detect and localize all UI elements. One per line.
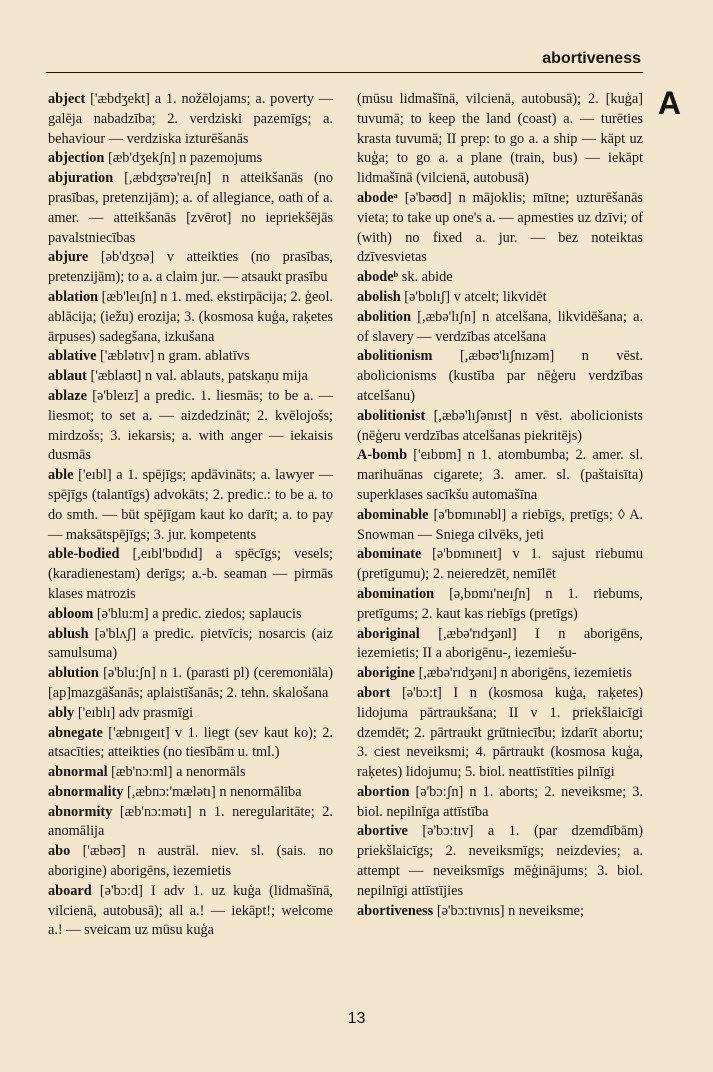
headword: abjuration xyxy=(48,170,114,187)
headword: abodeᵃ xyxy=(357,189,398,206)
dictionary-entry xyxy=(48,169,333,248)
definition: sk. abide xyxy=(401,269,453,286)
headword: abo xyxy=(48,843,71,860)
headword: ablaze xyxy=(48,387,87,404)
dictionary-entry xyxy=(48,803,333,843)
headword: abnormal xyxy=(48,764,108,781)
headword: abnormality xyxy=(48,783,124,800)
headword: abnegate xyxy=(48,724,103,741)
dictionary-entry xyxy=(357,90,643,189)
dictionary-entry xyxy=(357,506,643,546)
definition: [ə'bɔ:d] I adv 1. uz kuģa (lidmašīnā, vilcienā, autobusā); all a.! — iekāpt!; welcome a.! — sveicam uz mūsu kuģa xyxy=(48,882,334,939)
dictionary-entry xyxy=(48,545,333,604)
dictionary-entry xyxy=(357,268,643,288)
dictionary-entry xyxy=(357,902,643,922)
definition: ['æbdʒekt] a 1. nožēlojams; a. poverty — galēja nabadzība; 2. verdziski pazemīgs; a. behaviour — verdziska izturēšanās xyxy=(48,91,333,147)
dictionary-entry xyxy=(357,664,643,684)
definition: [,æbə'lıʃənıst] n vēst. abolicionists (nēģeru verdzības atcelšanas piekritējs) xyxy=(357,407,643,444)
page-number: 13 xyxy=(347,1010,366,1027)
headword: aboard xyxy=(48,882,92,899)
definition: [ə'blʌʃ] a predic. pietvīcis; nosarcis (aiz samulsuma) xyxy=(48,625,333,662)
definition: [,æbə'lıʃn] n atcelšana, likvidēšana; a. of slavery — verdzības atcelšana xyxy=(357,308,643,345)
right-column xyxy=(357,90,643,921)
definition: [,æbə'rıdʒənl] I n aborigēns, iezemietis; II a aborigēnu-, iezemiešu- xyxy=(357,625,644,662)
headword: abominate xyxy=(357,546,422,563)
headword: A-bomb xyxy=(357,447,408,464)
headword: aboriginal xyxy=(357,625,420,642)
definition: [æb'nɔ:ml] a nenormāls xyxy=(111,764,246,781)
dictionary-entry xyxy=(48,347,333,367)
definition: [ə'bɔ:tıvnıs] n neveiksme; xyxy=(436,902,584,919)
definition: ['æbəʊ] n austrāl. niev. sl. (sais. no aborigine) aborigēns, iezemietis xyxy=(48,843,333,880)
headword: abject xyxy=(48,91,86,107)
definition: [,eıbl'bɒdıd] a spēcīgs; vesels; (karadienestam) derīgs; a.-b. seaman — pirmās klases matrozis xyxy=(48,546,333,602)
headword: abomination xyxy=(357,585,435,602)
definition: [æb'leıʃn] n 1. med. ekstirpācija; 2. ģeol. ablācija; (iežu) erozija; 3. (kosmosa kuģa, raķetes ārpuses) sadegšana, izkušana xyxy=(48,288,333,345)
headword: ably xyxy=(48,704,75,721)
headword: abjection xyxy=(48,150,105,167)
guide-word: abortiveness xyxy=(542,50,641,67)
headword: abolitionism xyxy=(357,348,433,365)
definition: [,æbdʒʊə'reıʃn] n atteikšanās (no prasības, pretenzijām); a. of allegiance, oath of a. amer. — atteikšanās [zvērot] no iepriekšējās pavalstniecības xyxy=(48,170,334,246)
definition: ['æbnıgeıt] v 1. liegt (sev kaut ko); 2. atsacīties; atteikties (no tiesībām u. tml.) xyxy=(48,724,333,761)
headword: abolition xyxy=(357,308,412,325)
headword: aborigine xyxy=(357,665,415,682)
definition: [ə'bɔ:t] I n (kosmosa kuģa, raķetes) lidojuma pārtraukšana; II v 1. priekšlaicīgi dzemdēt; 2. pārtraukt grūtniecību; izdarīt abortu; 3. ciest neveiksmi; 4. pārtraukt (kosmosa kuģa, raķetes) lidojumu; 5. biol. neattīstīties pilnīgi xyxy=(357,684,643,781)
header-divider xyxy=(46,72,643,73)
dictionary-entry xyxy=(357,783,643,823)
dictionary-entry xyxy=(48,882,333,941)
definition: [,æbnɔ:'mælətı] n nenormālība xyxy=(127,783,302,800)
dictionary-entry xyxy=(357,347,643,406)
headword: abolish xyxy=(357,288,401,305)
dictionary-entry xyxy=(48,367,333,387)
headword: ablaut xyxy=(48,368,87,385)
definition: [əb'dʒʊə] v atteikties (no prasības, pretenzijām); to a. a claim jur. — atsaukt prasību xyxy=(48,249,333,286)
dictionary-entry xyxy=(357,822,643,901)
dictionary-entry xyxy=(48,724,333,764)
headword: ablush xyxy=(48,625,89,642)
definition: ['æblətıv] n gram. ablatīvs xyxy=(100,348,250,365)
dictionary-entry xyxy=(48,704,333,724)
definition: (mūsu lidmašīnā, vilcienā, autobusā); 2. [kuģa] tuvumā; to keep the land (coast) a. — turēties krasta tuvumā; II prep: to go a. a ship — kāpt uz kuģa; to go a. a plane (train, bus) — iekāpt lidmašīnā (vilcienā, autobusā) xyxy=(357,91,643,187)
definition: [æb'nɔ:mətı] n 1. neregularitāte; 2. anomālija xyxy=(48,803,334,840)
headword: abolitionist xyxy=(357,407,426,424)
headword: ablation xyxy=(48,288,99,305)
definition: [ə'bəʊd] n mājoklis; mītne; uzturēšanās vieta; to take up one's a. — apmesties uz dzīvi; of (with) no fixed a. jur. — bez noteiktas dzīvesvietas xyxy=(357,189,643,266)
definition: [ə,bɒmı'neıʃn] n 1. riebums, pretīgums; 2. kaut kas riebīgs (pretīgs) xyxy=(357,585,643,622)
definition: [ə'bɒmınəbl] a riebīgs, pretīgs; ◊ A. Snowman — Sniega cilvēks, jeti xyxy=(357,506,644,543)
dictionary-entry xyxy=(48,248,333,288)
definition: [ə'blu:ʃn] n 1. (parasti pl) (ceremoniāla) [ap]mazgāšanās; aplaistīšanās; 2. tehn. skalošana xyxy=(48,665,333,701)
dictionary-entry xyxy=(48,605,333,625)
headword: abortive xyxy=(357,823,408,840)
definition: [,æbə'rıdʒənı] n aborigēns, iezemietis xyxy=(418,665,632,682)
dictionary-entry xyxy=(357,446,643,505)
dictionary-entry xyxy=(48,763,333,783)
dictionary-entry xyxy=(357,625,643,665)
headword: able xyxy=(48,467,74,484)
section-letter: A xyxy=(657,85,681,121)
dictionary-entry xyxy=(357,545,643,585)
dictionary-entry xyxy=(48,90,333,149)
headword: abloom xyxy=(48,605,94,622)
definition: ['eıblı] adv prasmīgi xyxy=(77,704,194,721)
headword: abortiveness xyxy=(357,902,434,919)
dictionary-entry xyxy=(357,684,643,783)
headword: abjure xyxy=(48,249,89,266)
headword: abodeᵇ xyxy=(357,269,399,286)
headword: ablution xyxy=(48,665,99,682)
headword: abominable xyxy=(357,506,429,523)
definition: ['æblaʊt] n val. ablauts, patskaņu mija xyxy=(90,368,308,385)
headword: abort xyxy=(357,684,391,701)
dictionary-entry xyxy=(48,288,333,347)
dictionary-entry xyxy=(48,625,333,665)
definition: ['eıbl] a 1. spējīgs; apdāvināts; a. lawyer — spējīgs (talantīgs) advokāts; 2. predic.: to be a. to do smth. — būt spējīgam kaut ko darīt; a. to pay — maksātspējīgs; 3. jur. kompetents xyxy=(48,467,333,543)
dictionary-entry xyxy=(48,783,333,803)
definition: [ə'bɔ:tıv] a 1. (par dzemdībām) priekšlaicīgs; 2. neveiksmīgs; neizdevies; a. attempt — neveiksmīgs mēģinājums; 3. biol. nepilnīgi attīstījies xyxy=(357,823,643,899)
dictionary-entry xyxy=(48,664,333,704)
definition: [ə'bɒmıneıt] v 1. sajust riebumu (pretīgumu); 2. neieredzēt, nemīlēt xyxy=(357,546,643,583)
dictionary-entry xyxy=(357,189,643,268)
dictionary-entry xyxy=(48,466,333,545)
definition: [,æbəʊ'lıʃnızəm] n vēst. abolicionisms (kustība par nēģeru verdzības atcelšanu) xyxy=(357,348,643,404)
dictionary-entry xyxy=(357,308,643,348)
definition: [ə'bɔ:ʃn] n 1. aborts; 2. neveiksme; 3. biol. nepilnīga attīstība xyxy=(357,783,643,820)
definition: ['eıbɒm] n 1. atombumba; 2. amer. sl. marihuānas cigarete; 3. amer. sl. (paštaisīta) superklases sacīkšu automašīna xyxy=(357,447,644,503)
dictionary-entry xyxy=(357,407,643,447)
headword: abortion xyxy=(357,783,410,800)
dictionary-entry xyxy=(48,149,333,169)
dictionary-entry xyxy=(357,288,643,308)
definition: [ə'bɒlıʃ] v atcelt; likvidēt xyxy=(404,288,547,305)
dictionary-entry xyxy=(48,842,333,882)
left-column xyxy=(48,90,333,941)
dictionary-entry xyxy=(357,585,643,625)
definition: [æb'dʒekʃn] n pazemojums xyxy=(107,150,263,167)
headword: abnormity xyxy=(48,803,113,820)
dictionary-entry xyxy=(48,387,333,466)
headword: ablative xyxy=(48,348,97,365)
definition: [ə'bleız] a predic. 1. liesmās; to be a. — liesmot; to set a. — aizdedzināt; 2. kvēlojošs; mirdzošs; 3. iekarsis; a. with anger — iekaisis dusmās xyxy=(48,387,333,464)
definition: [ə'blu:m] a predic. ziedos; saplaucis xyxy=(96,605,302,622)
headword: able-bodied xyxy=(48,546,120,563)
